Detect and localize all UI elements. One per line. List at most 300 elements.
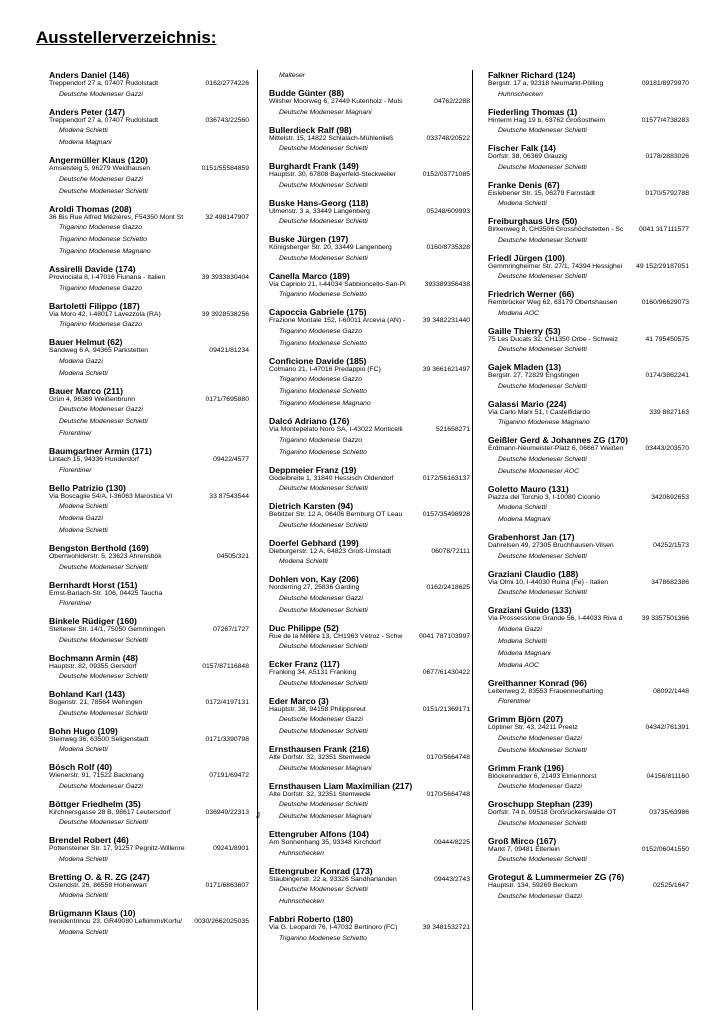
- product-line: Deutsche Modeneser Schietti: [59, 819, 148, 826]
- exhibitor-name: Buske Jürgen (197): [269, 234, 349, 244]
- exhibitor-name: Bullerdieck Ralf (98): [269, 124, 352, 135]
- exhibitor-name: Ettengruber Alfons (104): [269, 829, 369, 839]
- product-line: Modena Schietti: [498, 200, 547, 207]
- exhibitor-address-row: [49, 736, 249, 745]
- exhibitor-phone: 0171/7695880: [205, 395, 249, 403]
- product-line: Deutsche Modeneser Schietti: [279, 728, 368, 735]
- product-line: Deutsche Modeneser Schietti: [279, 218, 368, 225]
- product-line: Florentiner: [498, 698, 531, 705]
- exhibitor-address: Irenidentrinou 23, GR49080 Lefkimmi/Korfu/: [49, 918, 182, 925]
- exhibitor-address-row: [49, 274, 249, 283]
- exhibitor-phone: 0152/06041550: [641, 845, 689, 853]
- product-line: Deutsche Modeneser Schietti: [498, 455, 587, 463]
- exhibitor-entry: [49, 543, 249, 574]
- exhibitor-address-row: [269, 791, 470, 800]
- product-line: Deutsche Modeneser Schietti: [279, 145, 368, 152]
- exhibitor-name: Burghardt Frank (149): [269, 161, 359, 171]
- exhibitor-name: Canella Marco (189): [269, 270, 350, 281]
- exhibitor-phone: 49 152/29187051: [636, 262, 689, 270]
- exhibitor-address-row: [49, 845, 249, 854]
- product-line: Modena AOC: [498, 309, 539, 317]
- exhibitor-address: Dorfstr. 38, 06369 Glauzig: [488, 153, 567, 160]
- product-line: Deutsche Modeneser Schietti: [279, 485, 368, 492]
- exhibitor-name: Grabenhorst Jan (17): [488, 532, 575, 542]
- exhibitor-phone: 0677/61430422: [422, 669, 470, 676]
- exhibitor-name: Deppmeier Franz (19): [269, 464, 357, 475]
- exhibitor-entry: [49, 264, 249, 295]
- exhibitor-name: Bello Patrizio (130): [49, 482, 126, 493]
- product-line: Modena Magnani: [498, 649, 551, 657]
- exhibitor-phone: 32 498147907: [205, 213, 249, 221]
- product-line: Triganino Modenese Magnano: [498, 419, 590, 426]
- exhibitor-phone: 09181/8979970: [641, 80, 689, 87]
- column-divider: [472, 70, 473, 1010]
- exhibitor-address: Sandweg 6 A, 94365 Parkstetten: [49, 347, 149, 354]
- exhibitor-entry: [269, 659, 470, 690]
- exhibitor-address-row: [488, 153, 689, 162]
- exhibitor-address-row: [269, 511, 470, 520]
- exhibitor-address-row: [269, 706, 470, 715]
- product-line: Triganino Modenese Gazzo: [279, 436, 362, 444]
- exhibitor-address-row: [49, 80, 249, 89]
- exhibitor-address-row: [49, 918, 249, 927]
- column-divider: [257, 70, 258, 1010]
- product-line: Deutsche Modeneser Schietti: [279, 181, 368, 189]
- exhibitor-phone: 0151/21369171: [422, 705, 470, 713]
- product-line: Deutsche Modeneser Schietti: [59, 418, 148, 425]
- exhibitor-address-row: [488, 882, 689, 891]
- exhibitor-name: Budde Günter (88): [269, 88, 344, 98]
- exhibitor-address: Alte Dorfstr. 32, 32351 Stemwede: [269, 790, 371, 798]
- exhibitor-address: Dorfstr. 74 b, 09518 Großrückerswalde OT: [488, 809, 617, 816]
- exhibitor-phone: 0151/55584859: [201, 165, 249, 172]
- exhibitor-entry: [488, 435, 689, 478]
- exhibitor-address: Löptiner Str. 43, 24211 Preetz: [488, 724, 578, 731]
- exhibitor-address-row: [488, 542, 689, 551]
- product-line: Modena Schietti: [59, 892, 108, 899]
- exhibitor-name: Ernsthausen Liam Maximilian (217): [269, 780, 413, 791]
- exhibitor-entry: [269, 125, 470, 156]
- exhibitor-address: Wilsher Moorweg 6, 27449 Kutenholz - Muls: [269, 98, 403, 105]
- exhibitor-address: Kirchnersgasse 28 B, 98617 Leutersdorf: [49, 808, 171, 816]
- exhibitor-address: Via Olmi 10, I-44030 Ruina (Fe) - Italien: [488, 578, 609, 586]
- product-line: Deutsche Modeneser Schietti: [59, 636, 148, 644]
- exhibitor-column-2: [269, 70, 470, 951]
- exhibitor-address-row: [49, 456, 249, 465]
- exhibitor-name: Bernhardt Horst (151): [49, 579, 138, 590]
- exhibitor-entry: [269, 234, 470, 265]
- exhibitor-entry: [49, 301, 249, 332]
- exhibitor-name: Franke Denis (67): [488, 179, 560, 190]
- exhibitor-phone: 39 3481532721: [422, 924, 470, 931]
- product-line: Modena Gazzi: [59, 515, 103, 522]
- product-line: Deutsche Modeneser Gazzi: [59, 782, 143, 790]
- exhibitor-name: Aroldi Thomas (208): [49, 203, 132, 214]
- exhibitor-address: Ostendstr. 26, 86558 Hohenwart: [49, 881, 147, 889]
- exhibitor-name: Binkele Rüdiger (160): [49, 616, 137, 626]
- exhibitor-entry: [269, 198, 470, 229]
- exhibitor-address: Mittelstr. 15, 14822 Schlalach-Mühlenließ: [269, 134, 394, 142]
- exhibitor-address: 36 Bis Rue Alfred Mézières, F54350 Mont St: [49, 213, 184, 221]
- exhibitor-phone: 0171/6863607: [205, 881, 249, 889]
- exhibitor-entry: [488, 70, 689, 101]
- exhibitor-phone: 04762/2288: [434, 98, 470, 105]
- product-line: Deutsche Modeneser Gazzi: [59, 90, 143, 98]
- exhibitor-address-row: [269, 924, 470, 933]
- exhibitor-address-row: [49, 699, 249, 708]
- exhibitor-entry: [269, 356, 470, 411]
- product-line: Deutsche Modeneser Gazzi: [498, 734, 582, 742]
- exhibitor-phone: 0171/3390798: [205, 735, 249, 743]
- exhibitor-entry: [488, 484, 689, 527]
- exhibitor-entry: [49, 483, 249, 538]
- exhibitor-address-row: [488, 724, 689, 733]
- exhibitor-entry: [49, 204, 249, 259]
- exhibitor-phone: 0170/5792788: [645, 189, 689, 197]
- exhibitor-entry: [488, 799, 689, 830]
- exhibitor-entry: [269, 866, 470, 909]
- exhibitor-phone: 0170/5664748: [426, 790, 470, 798]
- exhibitor-address-row: [488, 688, 689, 697]
- exhibitor-name: Gajek Mladen (13): [488, 362, 562, 372]
- exhibitor-address: Hauptstr. 82, 09355 Gersdorf: [49, 662, 137, 670]
- exhibitor-name: Angermüller Klaus (120): [49, 155, 148, 165]
- product-line: Deutsche Modeneser Schietti: [279, 521, 368, 529]
- exhibitor-name: Capoccia Gabriele (175): [269, 307, 367, 317]
- exhibitor-address-row: [49, 590, 249, 599]
- exhibitor-phone: 0041 787103997: [418, 632, 470, 640]
- exhibitor-address: Via Montepelato Noro SA, I-43022 Monticelli: [269, 426, 403, 433]
- exhibitor-address: Eislebener Str. 15, 06279 Farnstädt: [488, 189, 595, 197]
- product-line: Deutsche Modeneser Magnani: [279, 108, 372, 116]
- exhibitor-address-row: [488, 190, 689, 199]
- exhibitor-address-row: [488, 372, 689, 381]
- exhibitor-address: Birkenweg 8, CH3506 Grosshöchstetten - Sc: [488, 226, 624, 233]
- exhibitor-phone: 39 3661621497: [422, 365, 470, 373]
- exhibitor-address-row: [488, 494, 689, 503]
- exhibitor-address: Provinciala 8, I-47016 Fiunana - Italien: [49, 274, 166, 281]
- exhibitor-phone: 04505/321: [216, 553, 249, 560]
- product-line: Modena Gazzi: [498, 625, 542, 633]
- exhibitor-address-row: [488, 336, 689, 345]
- exhibitor-address-row: [49, 882, 249, 891]
- exhibitor-address-row: [488, 809, 689, 818]
- exhibitor-entry: [49, 386, 249, 441]
- exhibitor-address: Alte Dorfstr. 32, 32351 Stemwede: [269, 754, 371, 761]
- exhibitor-address-row: [269, 171, 470, 180]
- exhibitor-entry: [49, 446, 249, 477]
- exhibitor-address: Am Sonnenhang 35, 93348 Kirchdorf: [269, 839, 381, 846]
- exhibitor-address-row: [488, 579, 689, 588]
- exhibitor-entry: [488, 107, 689, 138]
- product-line: Deutsche Modeneser Schietti: [279, 643, 368, 650]
- exhibitor-address: Blöckenredder 6, 21493 Elmenhorst: [488, 772, 597, 780]
- exhibitor-phone: 0162/2774226: [205, 80, 249, 87]
- exhibitor-address: Wienerstr. 91, 71522 Backnang: [49, 772, 144, 779]
- exhibitor-entry: [269, 914, 470, 945]
- exhibitor-address-row: [488, 615, 689, 624]
- exhibitor-name: Fischer Falk (14): [488, 143, 556, 153]
- product-line: Triganino Modenese Magnano: [59, 248, 151, 255]
- exhibitor-address-row: [269, 669, 470, 678]
- exhibitor-entry: [488, 836, 689, 867]
- exhibitor-phone: 04342/761391: [645, 724, 689, 731]
- exhibitor-phone: 033748/20522: [426, 134, 470, 142]
- exhibitor-address: Treppendorf 27 a, 07407 Rudolstadt: [49, 116, 158, 124]
- product-line: Modena Schietti: [59, 127, 108, 134]
- exhibitor-phone: 036949/22313: [205, 808, 249, 816]
- exhibitor-phone: 0172/56163137: [422, 474, 470, 482]
- product-line: Triganino Modenese Schietto: [279, 339, 367, 347]
- exhibitor-name: Bochmann Armin (48): [49, 652, 138, 663]
- exhibitor-address-row: [269, 281, 470, 290]
- exhibitor-address: Staubingerstr. 22 a, 93326 Sandharlanden: [269, 875, 397, 883]
- exhibitor-name: Doerfel Gebhard (199): [269, 537, 359, 548]
- exhibitor-address-row: [269, 426, 470, 435]
- product-line: Triganino Modenese Gazzo: [59, 321, 142, 328]
- exhibitor-phone: 09444/8225: [434, 839, 470, 846]
- exhibitor-name: Greithanner Konrad (96): [488, 677, 587, 688]
- exhibitor-entry: [49, 653, 249, 684]
- exhibitor-phone: 03443/203570: [645, 445, 689, 452]
- exhibitor-phone: 39 3482231440: [422, 317, 470, 324]
- exhibitor-name: Grimm Frank (196): [488, 762, 564, 773]
- exhibitor-name: Brügmann Klaus (10): [49, 908, 136, 918]
- product-line: Deutsche Modeneser Schietti: [279, 801, 368, 808]
- exhibitor-address-row: [49, 165, 249, 174]
- exhibitor-phone: 0170/5664748: [426, 754, 470, 761]
- exhibitor-name: Bösch Rolf (40): [49, 762, 113, 772]
- exhibitor-phone: 0152/03771085: [422, 171, 470, 178]
- exhibitor-address: Dieburgerstr. 12 A, 64823 Groß-Umstadt: [269, 547, 392, 555]
- exhibitor-address: Leitenweg 2, 83553 Frauenneuharting: [488, 687, 603, 695]
- exhibitor-phone: 0172/4197131: [205, 699, 249, 706]
- exhibitor-phone: 0157/87116848: [202, 662, 249, 670]
- exhibitor-address: Dahrelsen 49, 27305 Bruchhausen-Vilsen: [488, 542, 614, 549]
- exhibitor-name: Assirelli Davide (174): [49, 264, 136, 274]
- exhibitor-address: Königsberger Str. 20, 33449 Langenberg: [269, 244, 392, 251]
- product-line: Deutsche Modeneser Gazzi: [279, 716, 363, 723]
- exhibitor-address: Amselsteig 5, 96279 Weidhausen: [49, 165, 151, 172]
- exhibitor-address-row: [488, 80, 689, 89]
- product-line: Modena Schietti: [498, 637, 547, 645]
- exhibitor-address: Via Prossessione Grande 56, I-44033 Riva d: [488, 615, 623, 622]
- product-line: Modena Schietti: [59, 928, 108, 936]
- product-line: Triganino Modenese Magnano: [279, 400, 371, 407]
- exhibitor-address: Pottensteiner Str. 17, 91257 Pegnitz-Willenre: [49, 845, 185, 852]
- exhibitor-address-row: [269, 208, 470, 217]
- product-line: Deutsche Modeneser Schietti: [498, 552, 587, 560]
- exhibitor-entry: [269, 161, 470, 192]
- product-line: Triganino Modenese Gazzo: [279, 376, 362, 383]
- exhibitor-address-row: [269, 98, 470, 107]
- product-line: Triganino Modenese Schietto: [279, 934, 367, 942]
- exhibitor-entry: [269, 744, 470, 775]
- exhibitor-address-row: [49, 663, 249, 672]
- exhibitor-phone: 0160/8735328: [426, 244, 470, 251]
- product-line: Deutsche Modeneser Schietti: [498, 746, 587, 754]
- exhibitor-entry: [269, 416, 470, 459]
- exhibitor-name: Geißler Gerd & Johannes ZG (170): [488, 435, 628, 445]
- exhibitor-address: Steinweg 36, 63500 Seligenstadt: [49, 735, 149, 743]
- exhibitor-address: Piazza del Torchio 3, I-10080 Ciconio: [488, 493, 601, 501]
- exhibitor-address: Rue de la Millère 13, CH1963 Vétroz - Schw: [269, 632, 403, 640]
- exhibitor-name: Dietrich Karsten (94): [269, 501, 354, 511]
- exhibitor-address: Treppendorf 27 a, 07407 Rudolstadt: [49, 80, 158, 87]
- product-line: Deutsche Modeneser Schietti: [498, 127, 587, 134]
- exhibitor-entry: [488, 216, 689, 247]
- exhibitor-address: Markt 7, 09481 Elterlein: [488, 845, 560, 853]
- exhibitor-entry: [269, 574, 470, 617]
- product-line: Modena Magnani: [59, 139, 112, 146]
- exhibitor-column-3: [488, 70, 689, 909]
- product-line: Malteser: [279, 72, 306, 79]
- product-line: Triganino Modenese Schietto: [59, 236, 147, 243]
- product-line: Deutsche Modeneser Gazzi: [498, 783, 582, 790]
- exhibitor-phone: 39 3928538256: [201, 310, 249, 318]
- exhibitor-address-row: [49, 117, 249, 126]
- exhibitor-address: Bogenstr. 21, 78564 Wehingen: [49, 699, 143, 706]
- exhibitor-entry: [49, 616, 249, 647]
- product-line: Deutsche Modeneser Schietti: [59, 673, 148, 680]
- exhibitor-name: Eder Marco (3): [269, 695, 329, 706]
- exhibitor-address: Gemmringheimer Str. 27/1, 74394 Hessighei: [488, 262, 623, 270]
- product-line: Deutsche Modeneser Magnani: [279, 813, 372, 820]
- exhibitor-name: Bengston Berthold (169): [49, 543, 149, 553]
- product-line: Deutsche Modeneser Schietti: [498, 589, 587, 596]
- exhibitor-entry: [488, 143, 689, 174]
- exhibitor-phone: 339 8827163: [649, 408, 689, 416]
- product-line: Deutsche Modeneser Schietti: [498, 163, 587, 171]
- exhibitor-name: Falkner Richard (124): [488, 70, 576, 80]
- product-line: Triganino Modenese Gazzo: [279, 327, 362, 335]
- exhibitor-phone: 07191/69472: [209, 772, 249, 779]
- product-line: Deutsche Modeneser Gazzi: [59, 406, 143, 413]
- exhibitor-address-row: [488, 226, 689, 235]
- exhibitor-name: Ecker Franz (117): [269, 659, 340, 669]
- exhibitor-entry: [269, 696, 470, 739]
- exhibitor-entry: [269, 623, 470, 654]
- exhibitor-name: Fabbri Roberto (180): [269, 914, 354, 924]
- exhibitor-address-row: [49, 626, 249, 635]
- exhibitor-phone: 0030/2662025035: [194, 918, 249, 925]
- exhibitor-phone: 04156/811160: [646, 772, 689, 780]
- exhibitor-phone: 09241/8901: [213, 845, 249, 852]
- product-line: Huhnschecken: [279, 898, 324, 905]
- exhibitor-phone: 0041 317111577: [638, 226, 689, 233]
- exhibitor-name: Graziani Guido (133): [488, 605, 572, 615]
- exhibitor-entry: [488, 678, 689, 709]
- product-line: Florentiner: [59, 600, 92, 607]
- continued-products: [269, 70, 470, 82]
- exhibitor-entry: [49, 762, 249, 793]
- exhibitor-entry: [488, 763, 689, 794]
- exhibitor-address: Steltener Str. 14/1, 75050 Gemmingen: [49, 626, 165, 633]
- product-line: Triganino Modenese Schietto: [279, 448, 367, 456]
- exhibitor-address: Norderring 27, 25836 Garding: [269, 584, 360, 591]
- exhibitor-name: Anders Daniel (146): [49, 70, 130, 80]
- product-line: Huhnschecken: [498, 90, 543, 98]
- exhibitor-address-row: [269, 366, 470, 375]
- exhibitor-name: Baumgartner Armin (171): [49, 446, 152, 456]
- exhibitor-name: Bauer Helmut (62): [49, 337, 123, 347]
- exhibitor-address-row: [49, 493, 249, 502]
- exhibitor-address-row: [49, 347, 249, 356]
- exhibitor-phone: 06078/72111: [431, 547, 470, 555]
- exhibitor-entry: [49, 107, 249, 150]
- exhibitor-address-row: [269, 839, 470, 848]
- exhibitor-address-row: [49, 311, 249, 320]
- product-line: Deutsche Modeneser AOC: [498, 467, 579, 475]
- exhibitor-entry: [488, 605, 689, 672]
- page-title: Ausstellerverzeichnis:: [36, 28, 217, 47]
- exhibitor-address-row: [49, 214, 249, 223]
- exhibitor-entry: [269, 307, 470, 350]
- product-line: Deutsche Modeneser Schietti: [279, 606, 368, 614]
- exhibitor-address: Erdmann-Neumeister-Platz 6, 06667 Weißen: [488, 445, 624, 452]
- exhibitor-phone: 0178/2883026: [645, 153, 689, 160]
- product-line: Deutsche Modeneser Schietti: [498, 856, 587, 863]
- exhibitor-name: Friedrich Werner (66): [488, 289, 575, 299]
- exhibitor-address: Ernst-Barlach-Str. 106, 04425 Taucha: [49, 589, 163, 597]
- product-line: Modena Schietti: [59, 503, 108, 510]
- exhibitor-address-row: [269, 584, 470, 593]
- exhibitor-phone: 0160/96629073: [641, 299, 689, 306]
- exhibitor-name: Bartoletti Filippo (187): [49, 300, 140, 311]
- exhibitor-phone: 036743/22560: [205, 116, 249, 124]
- margin-marker: J: [256, 811, 260, 820]
- product-line: Modena Schietti: [498, 504, 547, 511]
- exhibitor-entry: [488, 362, 689, 393]
- exhibitor-name: Freiburghaus Urs (50): [488, 216, 578, 226]
- exhibitor-entry: [269, 538, 470, 569]
- product-line: Triganino Modenese Gazzo: [59, 224, 142, 231]
- exhibitor-entry: [49, 70, 249, 101]
- exhibitor-phone: 3420692653: [651, 493, 689, 501]
- product-line: Deutsche Modeneser Schietti: [498, 382, 587, 390]
- product-line: Deutsche Modeneser Schietti: [59, 563, 148, 571]
- product-line: Modena Schietti: [59, 527, 108, 534]
- exhibitor-address-row: [49, 809, 249, 818]
- exhibitor-address: Bergstr. 27, 72829 Engstingen: [488, 372, 580, 379]
- exhibitor-address-row: [269, 475, 470, 484]
- exhibitor-entry: [488, 569, 689, 600]
- exhibitor-name: Ettengruber Konrad (173): [269, 865, 373, 876]
- exhibitor-phone: 01577/4738283: [641, 116, 689, 124]
- product-line: Deutsche Modeneser Schietti: [279, 679, 368, 687]
- exhibitor-phone: 05248/609993: [426, 207, 470, 215]
- exhibitor-column-1: [49, 70, 249, 945]
- exhibitor-name: Gaille Thierry (53): [488, 325, 561, 336]
- exhibitor-address-row: [269, 876, 470, 885]
- exhibitor-address-row: [269, 317, 470, 326]
- product-line: Modena Schietti: [59, 369, 108, 377]
- exhibitor-address: Oberrwohlderstr. 5, 23623 Ahrensbök: [49, 553, 162, 560]
- exhibitor-name: Bohland Karl (143): [49, 689, 125, 699]
- exhibitor-name: Conficione Davide (185): [269, 355, 367, 366]
- product-line: Triganino Modenese Gazzo: [59, 284, 142, 292]
- exhibitor-name: Böttger Friedhelm (35): [49, 798, 141, 809]
- exhibitor-phone: 41 795450575: [645, 335, 689, 343]
- exhibitor-phone: 0174/3862241: [645, 372, 689, 379]
- exhibitor-address-row: [49, 772, 249, 781]
- exhibitor-entry: [488, 399, 689, 430]
- exhibitor-phone: 09422/4577: [213, 456, 249, 463]
- exhibitor-entry: [269, 829, 470, 860]
- product-line: Deutsche Modeneser Schietti: [59, 709, 148, 717]
- exhibitor-entry: [49, 337, 249, 380]
- product-line: Modena Gazzi: [59, 357, 103, 365]
